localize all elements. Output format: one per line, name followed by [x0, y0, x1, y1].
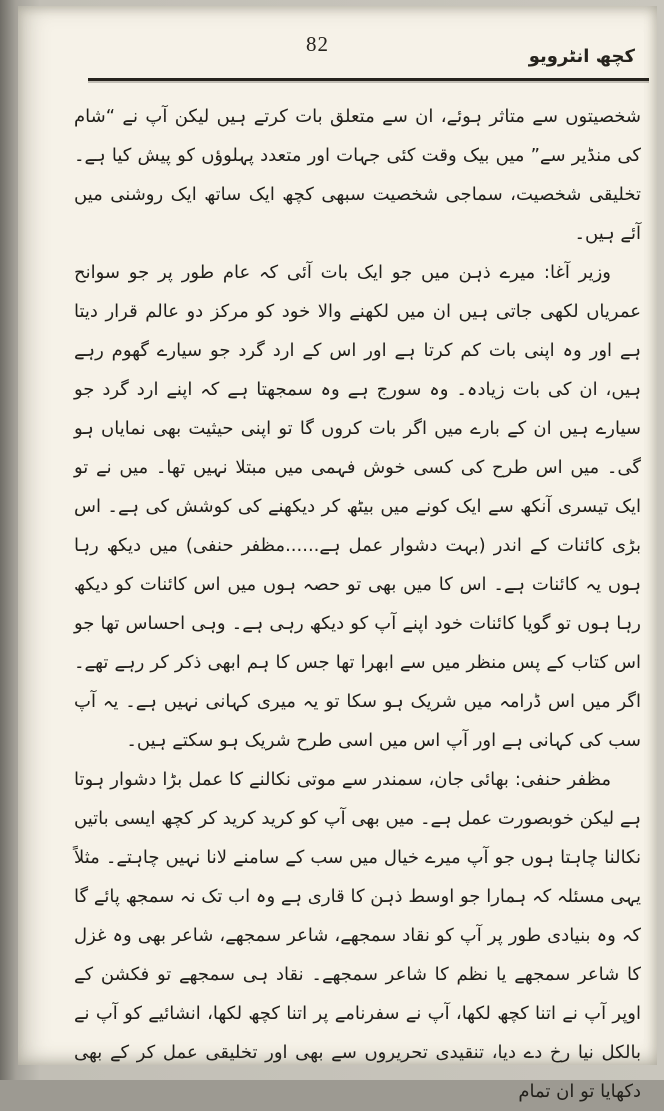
header-title: کچھ انٹرویو: [528, 46, 635, 67]
paragraph-muzaffar-hanfi: مظفر حنفی: بھائی جان، سمندر سے موتی نکالنے کا عمل بڑا دشوار ہوتا ہے لیکن خوبصورت عمل ہے۔ میں بھی آپ کو کرید کرید کر کچھ ایسی باتیں نکالنا چاہتا ہوں جو آپ میرے خیال میں سب کے سامنے لانا نہیں چاہتے۔ مثلاً یہی مسئلہ کہ ہمارا جو اوسط ذہن کا قاری ہے وہ اب تک نہ سمجھ پائے گا کہ وہ بنیادی طور پر آپ کو نقاد سمجھے، شاعر سمجھے، شاعر بھی وہ غزل کا شاعر سمجھے یا نظم کا شاعر سمجھے۔ نقاد ہی سمجھے تو فکشن کے اوپر آپ نے اتنا کچھ لکھا، آپ نے سفرنامے پر اتنا کچھ لکھا، انشائیے کو آپ نے بالکل نیا رخ دے دیا، تنقیدی تحریروں سے بھی اور تخلیقی عمل کر کے بھی دکھایا تو ان تمام: [74, 769, 641, 1102]
page-number: 82: [306, 32, 329, 56]
paragraph-wazir-agha: وزیر آغا: میرے ذہن میں جو ایک بات آئی کہ عام طور پر جو سوانح عمریاں لکھی جاتی ہیں ان میں لکھنے والا خود کو مرکز دو عالم قرار دیتا ہے اور وہ اپنی بات کم کرتا ہے اور اس کے ارد گرد جو سیارے گھوم رہے ہیں، ان کی بات زیادہ۔ وہ سورج ہے وہ سمجھتا ہے کہ اپنے ارد گرد جو سیارے ہیں ان کے بارے میں اگر بات کروں گا تو اپنی حیثیت بھی نمایاں ہو گی۔ میں اس طرح کی کسی خوش فہمی میں مبتلا نہیں تھا۔ میں نے تو ایک تیسری آنکھ سے ایک کونے میں بیٹھ کر دیکھنے کی کوشش کی ہے۔ اس بڑی کائنات کے اندر (بہت دشوار عمل ہے......مظفر حنفی) میں دیکھ رہا ہوں یہ کائنات ہے۔ اس کا میں بھی تو حصہ ہوں میں اس کائنات کو دیکھ رہا ہوں تو گویا کائنات خود اپنے آپ کو دیکھ رہی ہے۔ وہی احساس تھا جو اس کتاب کے پس منظر میں سے ابھرا تھا جس کا ہم ابھی ذکر کر رہے تھے۔ اگر میں اس ڈرامہ میں شریک ہو سکا تو یہ میری کہانی نہیں ہے۔ یہ آپ سب کی کہانی ہے اور آپ اس میں اسی طرح شریک ہو سکتے ہیں۔: [74, 262, 641, 751]
paragraph-continuation: شخصیتوں سے متاثر ہوئے، ان سے متعلق بات کرتے ہیں لیکن آپ نے “شام کی منڈیر سے” میں بیک وقت کئی جہات اور متعدد پہلوؤں کو پیش کیا ہے۔ تخلیقی شخصیت، سماجی شخصیت سبھی کچھ ایک ساتھ ایک روشنی میں آئے ہیں۔: [74, 106, 641, 244]
page: [18, 6, 657, 1102]
page-body: [18, 81, 657, 1111]
page-header: [18, 6, 657, 78]
